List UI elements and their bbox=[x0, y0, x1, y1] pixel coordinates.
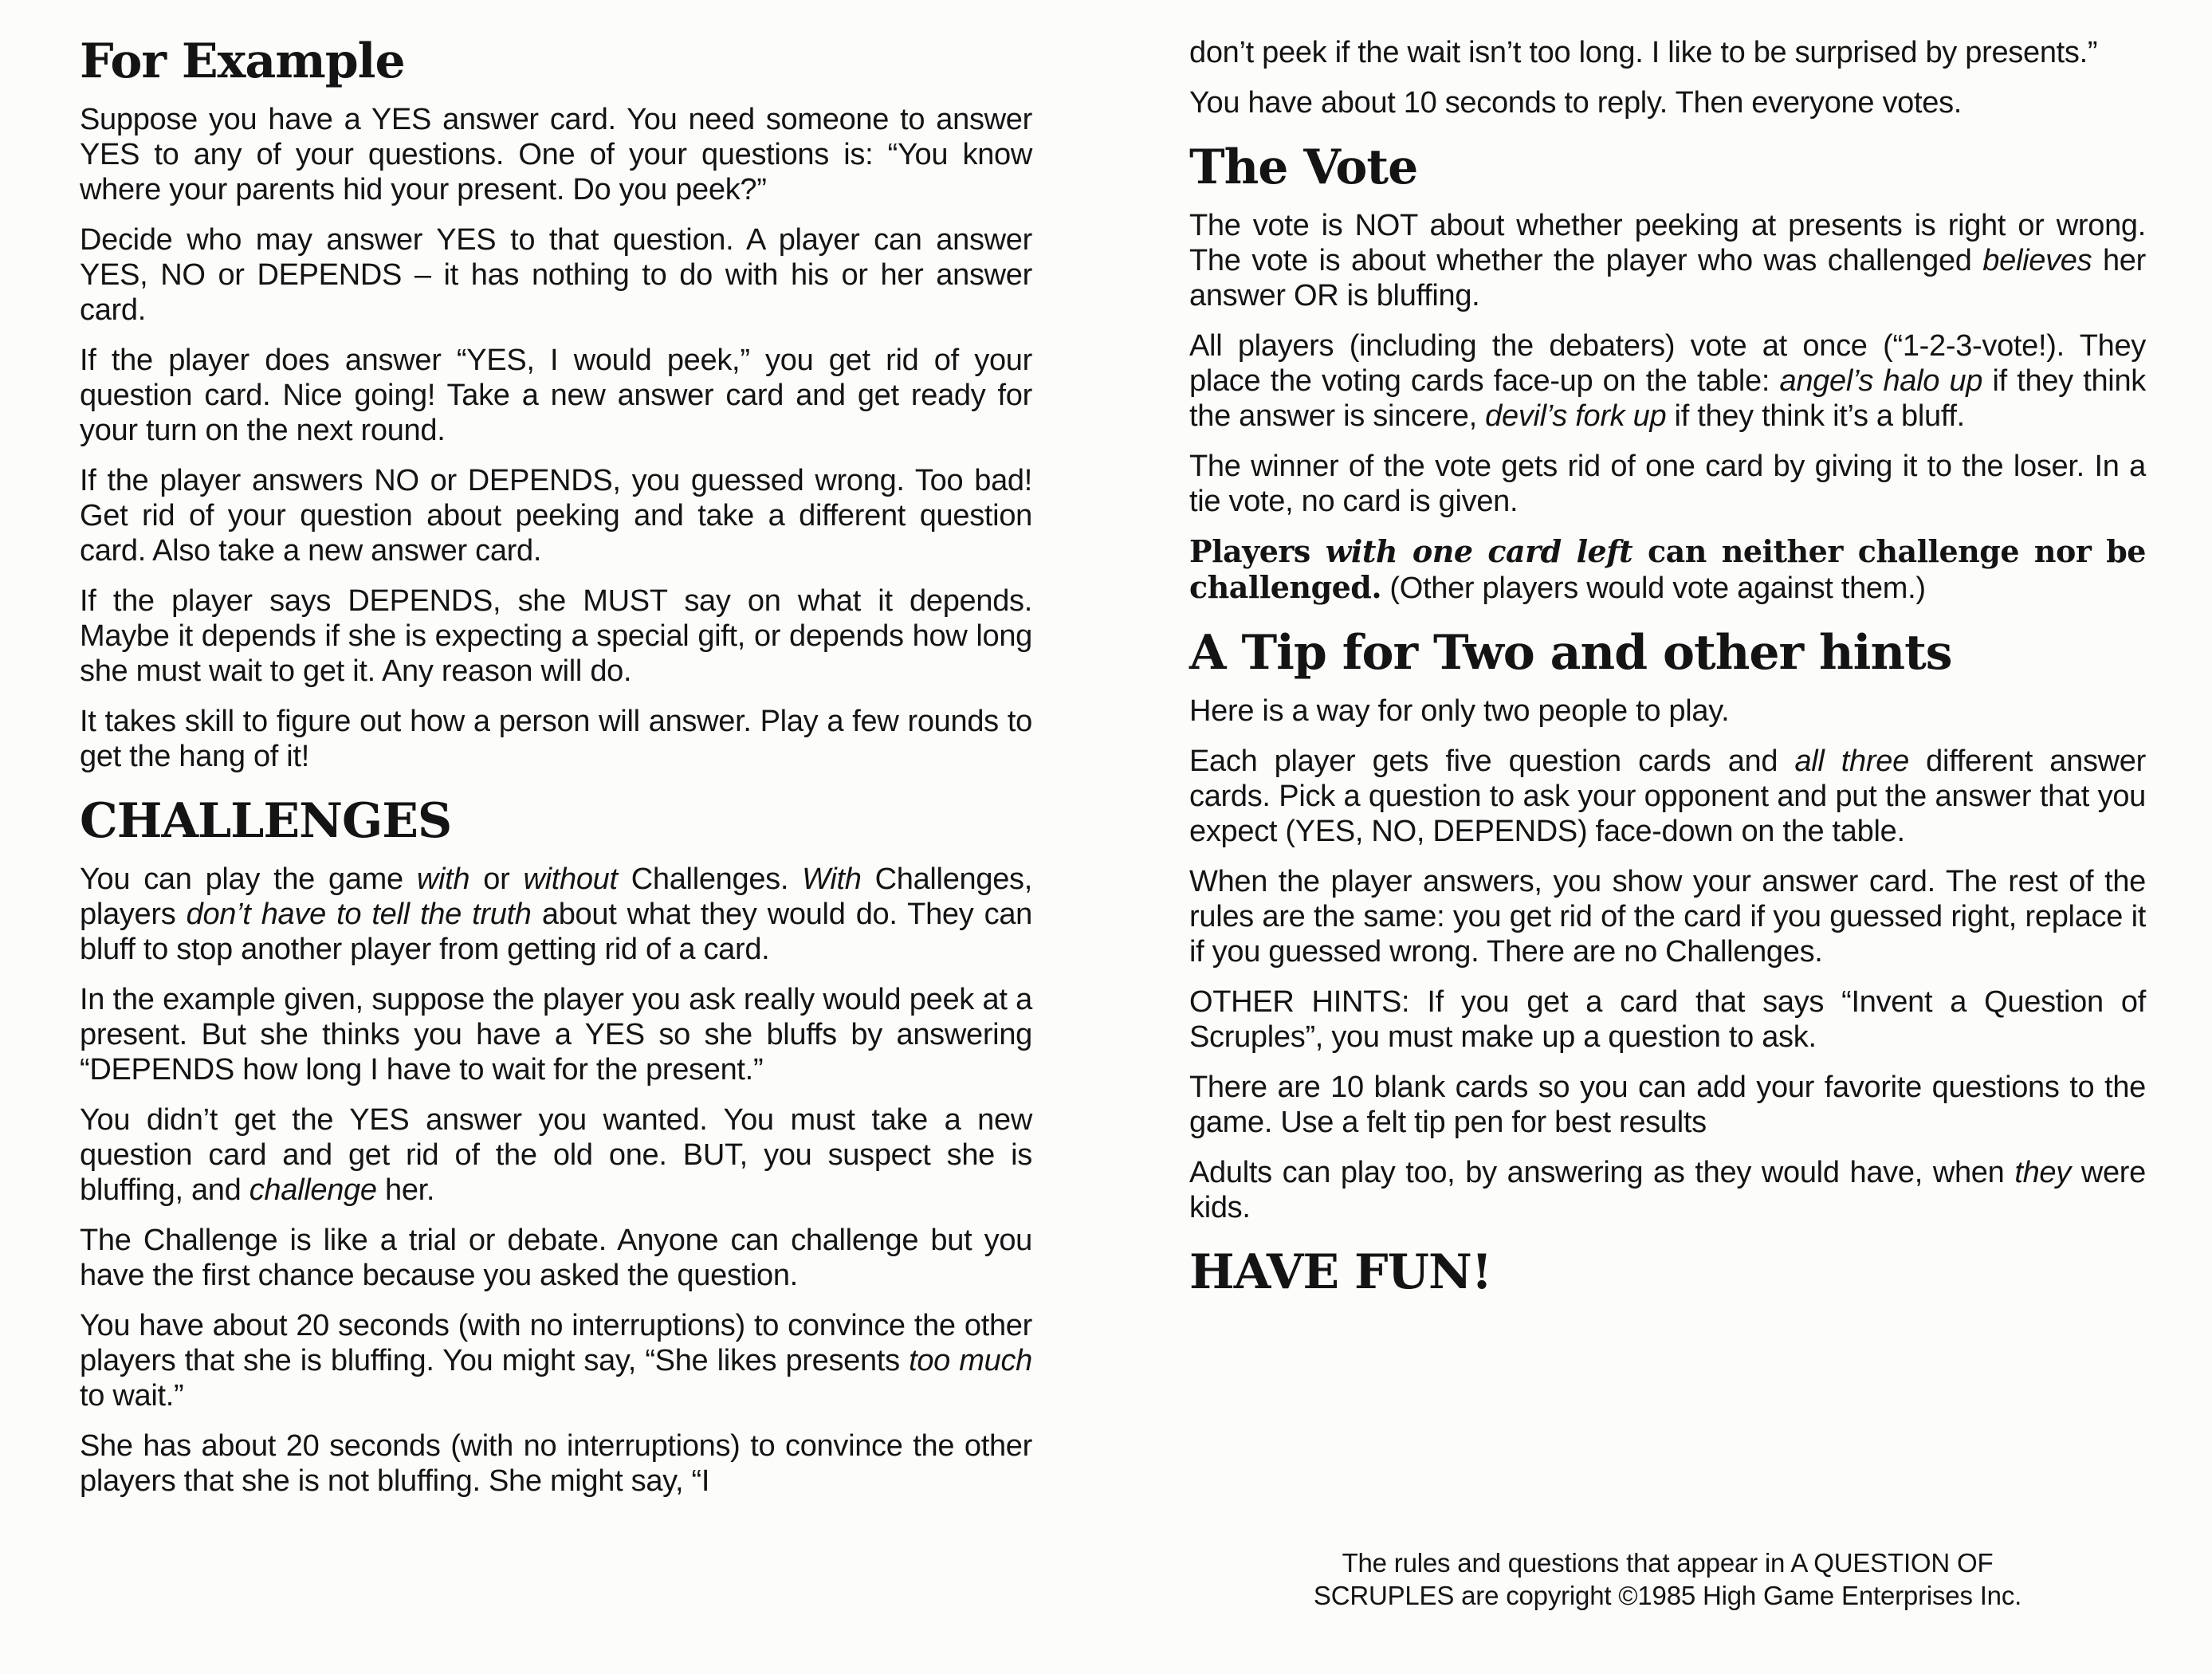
text-run: her. bbox=[376, 1173, 435, 1207]
text-run: If the player does answer “YES, I would peek,” you get rid of your question card. Nice going! Take a new answer card and get ready for your turn on the next round. bbox=[80, 344, 1032, 447]
text-run: The winner of the vote gets rid of one card by giving it to the loser. In a tie vote, no card is given. bbox=[1189, 450, 2146, 518]
text-run: It takes skill to figure out how a person will answer. Play a few rounds to get the hang of it! bbox=[80, 705, 1032, 773]
text-run: Adults can play too, by answering as they would have, when bbox=[1189, 1156, 2015, 1189]
text-run: (Other players would vote against them.) bbox=[1381, 572, 1926, 605]
text-run: with bbox=[416, 863, 470, 896]
text-run: can neither challenge nor be challenged. bbox=[1189, 533, 2146, 605]
text-run: You have about 20 seconds (with no interruptions) to convince the other players that she is bluffing. You might say, “She likes presents bbox=[80, 1309, 1032, 1377]
text-run: with one card left bbox=[1325, 533, 1633, 569]
text-run: There are 10 blank cards so you can add your favorite questions to the game. Use a felt tip pen for best results bbox=[1189, 1071, 2146, 1139]
text-run: were kids. bbox=[1189, 1156, 2146, 1224]
heading-the-vote: The Vote bbox=[1189, 140, 1418, 195]
text-run: If the player says DEPENDS, she MUST say on what it depends. Maybe it depends if she is expecting a special gift, or depends how long she must wait to get it. Any reason will do. bbox=[80, 584, 1032, 688]
paragraph-with-or-without bbox=[80, 862, 1032, 967]
text-run: if they think it’s a bluff. bbox=[1666, 399, 1965, 433]
paragraph-if-player-says-depends bbox=[80, 584, 1032, 689]
paragraph-it-takes-skill bbox=[80, 704, 1032, 774]
text-run: angel’s halo up bbox=[1779, 364, 1983, 398]
text-run: She has about 20 seconds (with no interruptions) to convince the other players that she is not bluffing. She might say, “I bbox=[80, 1429, 1032, 1498]
text-run: You have about 10 seconds to reply. Then everyone votes. bbox=[1189, 86, 1963, 120]
text-run: challenge bbox=[249, 1173, 377, 1207]
left-column bbox=[80, 35, 1032, 1514]
paragraph-20-seconds-she bbox=[80, 1428, 1032, 1499]
text-run: without bbox=[523, 863, 618, 896]
text-run: to wait.” bbox=[80, 1379, 184, 1413]
copyright-footer bbox=[1189, 1546, 2146, 1612]
text-run: With bbox=[802, 863, 862, 896]
paragraph-challenge-trial bbox=[80, 1223, 1032, 1293]
paragraph-dont-peek bbox=[1189, 35, 2146, 70]
text-run: Suppose you have a YES answer card. You need someone to answer YES to any of your questions. One of your questions is: “You know where your parents hid your present. Do you peek?” bbox=[80, 103, 1032, 206]
text-run: OTHER HINTS: If you get a card that says “Invent a Question of Scruples”, you must make up a question to ask. bbox=[1189, 985, 2146, 1054]
heading-challenges: CHALLENGES bbox=[80, 793, 452, 849]
copyright-line-2: SCRUPLES are copyright ©1985 High Game Enterprises Inc. bbox=[1313, 1581, 2022, 1610]
paragraph-winner-of-vote bbox=[1189, 449, 2146, 519]
paragraph-all-players-vote bbox=[1189, 328, 2146, 434]
text-run: If the player answers NO or DEPENDS, you guessed wrong. Too bad! Get rid of your question about peeking and take a different question card. Also take a new answer card. bbox=[80, 464, 1032, 568]
text-run: they bbox=[2014, 1156, 2071, 1189]
paragraph-two-people-play bbox=[1189, 694, 2146, 729]
text-run: devil’s fork up bbox=[1485, 399, 1667, 433]
text-run: When the player answers, you show your answer card. The rest of the rules are the same: you get rid of the card if you guessed right, replace it if you guessed wrong. There are no Challenges. bbox=[1189, 865, 2146, 969]
text-run: believes bbox=[1982, 244, 2092, 277]
right-column bbox=[1189, 35, 2146, 1313]
paragraph-10-seconds-reply bbox=[1189, 85, 2146, 120]
paragraph-adults-can-play bbox=[1189, 1155, 2146, 1225]
paragraph-other-hints bbox=[1189, 984, 2146, 1055]
text-run: Challenges. bbox=[617, 863, 803, 896]
paragraph-example-given bbox=[80, 982, 1032, 1087]
heading-a-tip-for-two: A Tip for Two and other hints bbox=[1189, 625, 1952, 681]
copyright-line-1: The rules and questions that appear in A QUESTION OF bbox=[1342, 1548, 1994, 1578]
text-run: don’t peek if the wait isn’t too long. I like to be surprised by presents.” bbox=[1189, 36, 2098, 69]
text-run: all three bbox=[1794, 745, 1909, 778]
text-run: don’t have to tell the truth bbox=[186, 898, 532, 931]
heading-for-example: For Example bbox=[80, 33, 405, 89]
text-run: about what they would do. They can bluff to stop another player from getting rid of a card. bbox=[80, 898, 1033, 966]
paragraph-if-player-answers-yes bbox=[80, 343, 1032, 448]
paragraph-vote-is-not bbox=[1189, 208, 2146, 313]
text-run: or bbox=[470, 863, 524, 896]
paragraph-didnt-get-yes bbox=[80, 1102, 1032, 1208]
text-run: Decide who may answer YES to that question. A player can answer YES, NO or DEPENDS – it has nothing to do with his or her answer card. bbox=[80, 223, 1032, 327]
text-run: All players (including the debaters) vote at once (“1-2-3-vote!). They place the voting cards face-up on the table: bbox=[1189, 329, 2146, 398]
text-run: Here is a way for only two people to play. bbox=[1189, 694, 1730, 728]
text-run: Challenges, players bbox=[80, 863, 1032, 931]
text-run: The Challenge is like a trial or debate. Anyone can challenge but you have the first chance because you asked the question. bbox=[80, 1224, 1032, 1292]
paragraph-20-seconds-you bbox=[80, 1308, 1032, 1413]
text-run: her answer OR is bluffing. bbox=[1189, 244, 2146, 312]
heading-have-fun: HAVE FUN! bbox=[1189, 1244, 1492, 1300]
text-run: In the example given, suppose the player you ask really would peek at a present. But she thinks you have a YES so she bluffs by answering “DEPENDS how long I have to wait for the present.” bbox=[80, 983, 1032, 1087]
paragraph-blank-cards bbox=[1189, 1070, 2146, 1140]
text-run: Each player gets five question cards and bbox=[1189, 745, 1795, 778]
text-run: different answer cards. Pick a question to ask your opponent and put the answer that you expect (YES, NO, DEPENDS) face-down on the table. bbox=[1189, 745, 2146, 848]
text-run: Players bbox=[1189, 533, 1326, 569]
paragraph-decide-who bbox=[80, 222, 1032, 328]
paragraph-one-card-left-rule bbox=[1189, 534, 2146, 606]
paragraph-if-player-answers-no bbox=[80, 463, 1032, 568]
paragraph-suppose-yes-card bbox=[80, 102, 1032, 207]
paragraph-each-player-gets bbox=[1189, 744, 2146, 849]
text-run: if they think the answer is sincere, bbox=[1189, 364, 2146, 433]
text-run: You can play the game bbox=[80, 863, 417, 896]
text-run: The vote is NOT about whether peeking at presents is right or wrong. The vote is about whether the player who was challenged bbox=[1189, 209, 2146, 277]
text-run: too much bbox=[909, 1344, 1032, 1377]
paragraph-when-player-answers bbox=[1189, 864, 2146, 969]
text-run: You didn’t get the YES answer you wanted. You must take a new question card and get rid of the old one. BUT, you suspect she is bluffing, and bbox=[80, 1103, 1032, 1207]
